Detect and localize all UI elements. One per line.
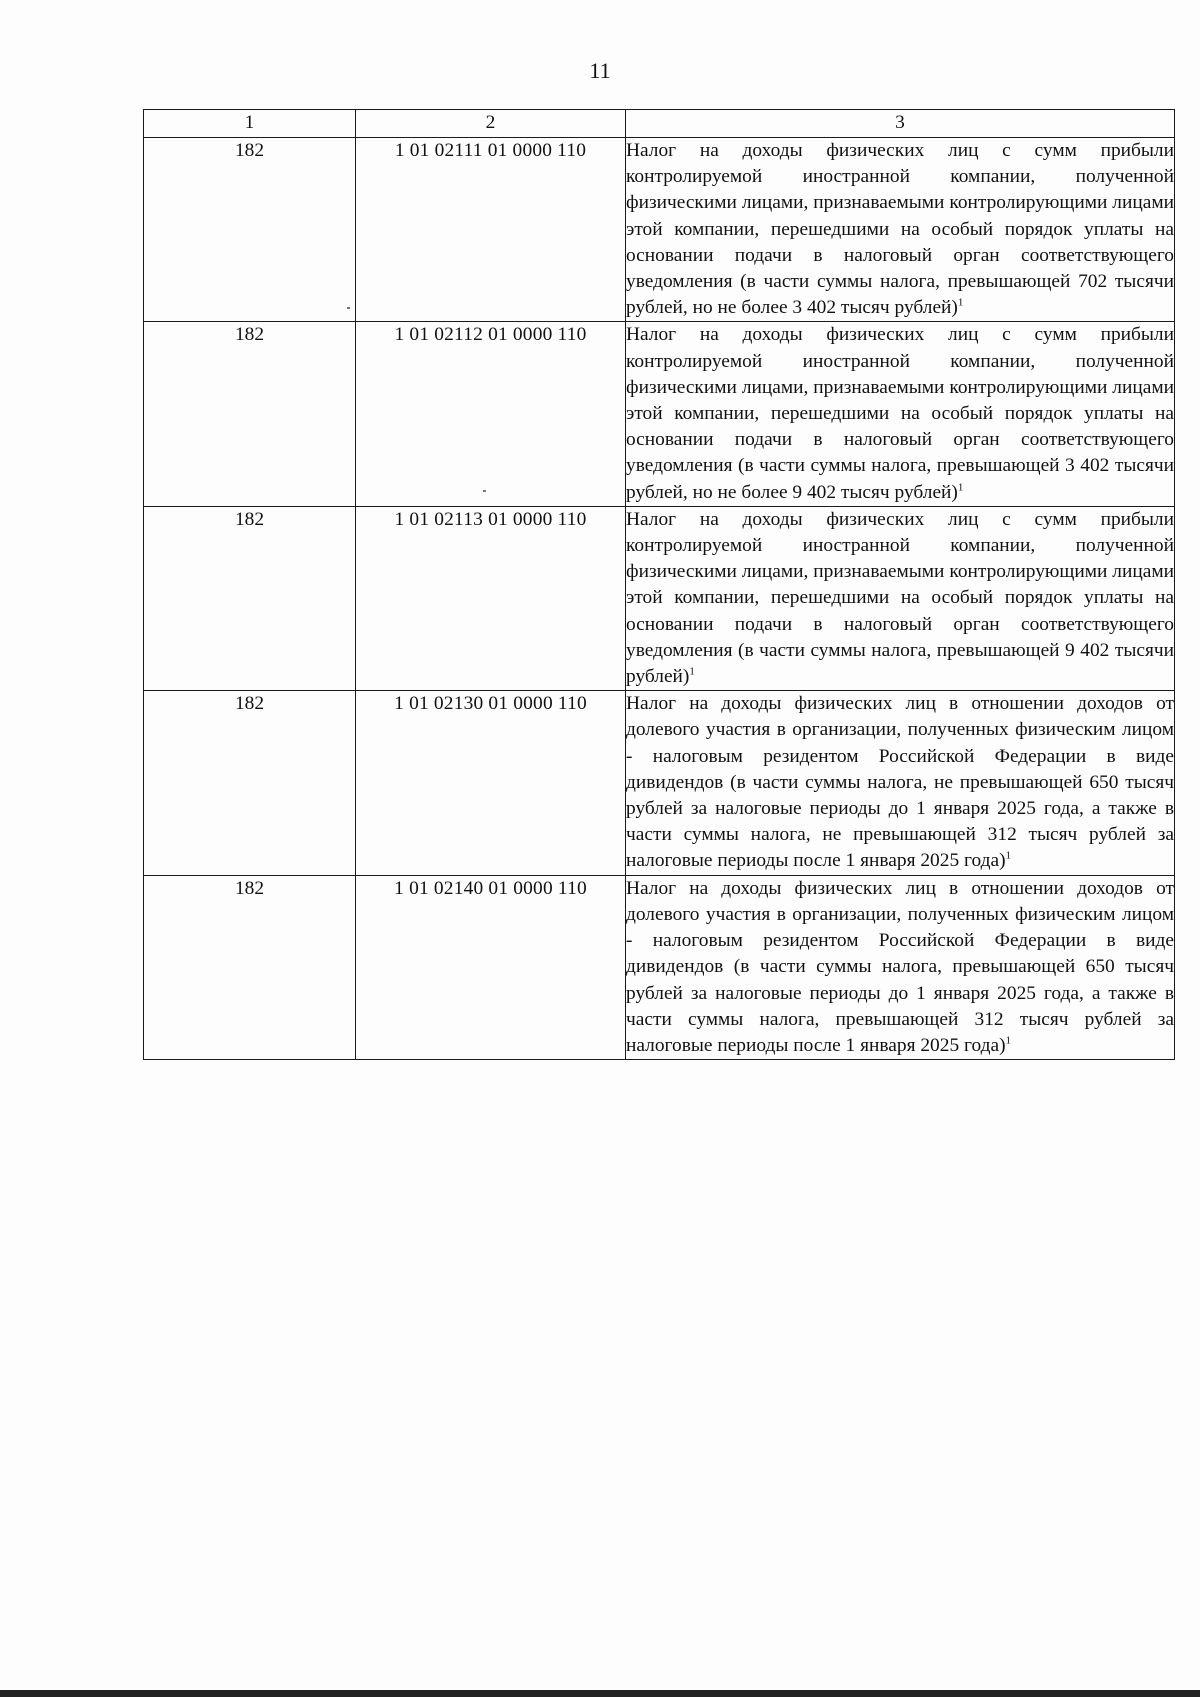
- description-cell: [626, 506, 1175, 690]
- description-text: Налог на доходы физических лиц с сумм прибыли контролируемой иностранной компании, полученной физическими лицами, признаваемыми контролирующими лицами этой компании, перешедшими на особый порядок уплаты на основании подачи в налоговый орган соответствующего уведомления (в части суммы налога, превышающей 702 тысячи рублей, но не более 3 402 тысяч рублей): [626, 140, 1174, 319]
- table-header-row: [144, 110, 1175, 138]
- scan-speck: [483, 490, 486, 492]
- description-cell: [626, 322, 1175, 506]
- admin-code-cell: 182: [144, 138, 356, 322]
- table-row: [144, 506, 1175, 690]
- footnote-marker: 1: [1005, 1034, 1012, 1047]
- budget-classification-table: [143, 109, 1175, 1060]
- table-row: [144, 875, 1175, 1059]
- kbk-code-cell: 1 01 02140 01 0000 110: [356, 875, 626, 1059]
- description-cell: [626, 691, 1175, 875]
- table-row: [144, 691, 1175, 875]
- column-header-3: 3: [626, 110, 1175, 138]
- table-row: [144, 322, 1175, 506]
- kbk-code-cell: 1 01 02111 01 0000 110: [356, 138, 626, 322]
- admin-code-cell: 182: [144, 875, 356, 1059]
- page-number: 11: [589, 58, 611, 83]
- admin-code-cell: 182: [144, 506, 356, 690]
- scan-speck: [347, 307, 350, 309]
- description-text: Налог на доходы физических лиц с сумм прибыли контролируемой иностранной компании, полученной физическими лицами, признаваемыми контролирующими лицами этой компании, перешедшими на особый порядок уплаты на основании подачи в налоговый орган соответствующего уведомления (в части суммы налога, превышающей 3 402 тысячи рублей, но не более 9 402 тысяч рублей): [626, 324, 1174, 503]
- footnote-marker: 1: [957, 296, 964, 309]
- admin-code-cell: 182: [144, 322, 356, 506]
- admin-code-cell: 182: [144, 691, 356, 875]
- description-text: Налог на доходы физических лиц в отношении доходов от долевого участия в организации, полученных физическим лицом - налоговым резидентом Российской Федерации в виде дивидендов (в части суммы налога, превышающей 650 тысяч рублей за налоговые периоды до 1 января 2025 года, а также в части суммы налога, превышающей 312 тысяч рублей за налоговые периоды после 1 января 2025 года): [626, 877, 1174, 1056]
- kbk-code-cell: 1 01 02113 01 0000 110: [356, 506, 626, 690]
- column-header-2: 2: [356, 110, 626, 138]
- description-cell: [626, 875, 1175, 1059]
- scan-bottom-edge: [0, 1690, 1200, 1697]
- description-text: Налог на доходы физических лиц с сумм прибыли контролируемой иностранной компании, полученной физическими лицами, признаваемыми контролирующими лицами этой компании, перешедшими на особый порядок уплаты на основании подачи в налоговый орган соответствующего уведомления (в части суммы налога, превышающей 9 402 тысячи рублей): [626, 508, 1174, 688]
- footnote-marker: 1: [1005, 850, 1012, 863]
- column-header-1: 1: [144, 110, 356, 138]
- footnote-marker: 1: [957, 481, 964, 494]
- footnote-marker: 1: [689, 665, 695, 678]
- description-cell: [626, 138, 1175, 322]
- description-text: Налог на доходы физических лиц в отношении доходов от долевого участия в организации, полученных физическим лицом - налоговым резидентом Российской Федерации в виде дивидендов (в части суммы налога, не превышающей 650 тысяч рублей за налоговые периоды до 1 января 2025 года, а также в части суммы налога, не превышающей 312 тысяч рублей за налоговые периоды после 1 января 2025 года): [626, 693, 1174, 872]
- kbk-code-cell: 1 01 02112 01 0000 110: [356, 322, 626, 506]
- table-row: [144, 138, 1175, 322]
- kbk-code-cell: 1 01 02130 01 0000 110: [356, 691, 626, 875]
